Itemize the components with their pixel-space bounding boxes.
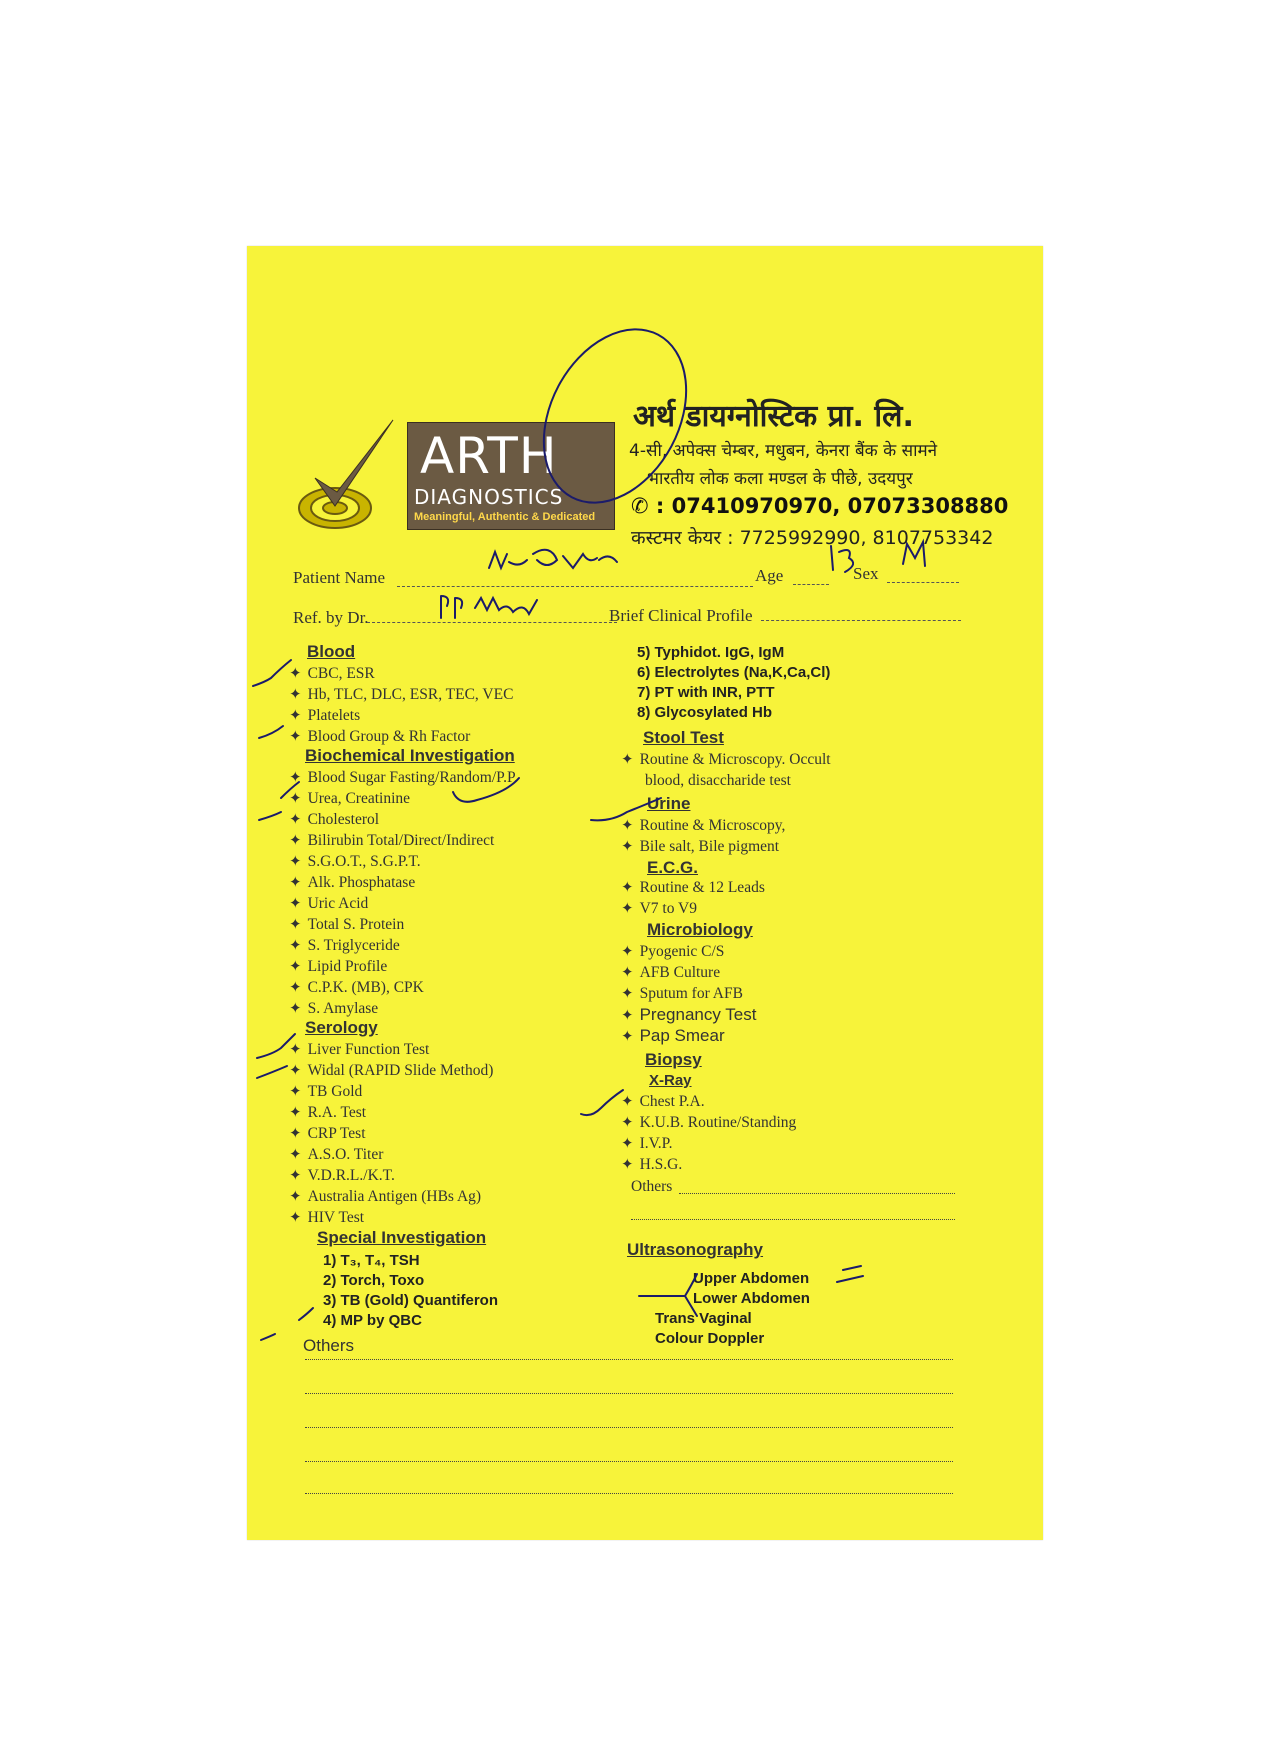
star-bullet-icon: ✦: [289, 666, 302, 682]
list-item: 7) PT with INR, PTT: [637, 684, 775, 701]
ref-doctor-label: Ref. by Dr.: [293, 608, 369, 627]
phone-icon: ✆: [631, 494, 649, 518]
list-item: ✦ Chest P.A.: [621, 1093, 705, 1110]
list-item: ✦ Uric Acid: [289, 895, 369, 912]
list-item: ✦ K.U.B. Routine/Standing: [621, 1114, 797, 1131]
phone-numbers: ✆ : 07410970970, 07073308880: [631, 494, 1009, 518]
star-bullet-icon: ✦: [289, 1168, 302, 1184]
star-bullet-icon: ✦: [289, 812, 302, 828]
star-bullet-icon: ✦: [621, 944, 634, 960]
list-item: ✦ Liver Function Test: [289, 1041, 430, 1058]
special-heading: Special Investigation: [317, 1228, 487, 1247]
list-item: ✦ A.S.O. Titer: [289, 1146, 384, 1163]
star-bullet-icon: ✦: [289, 1210, 302, 1226]
serology-heading: Serology: [305, 1018, 378, 1037]
age-label: Age: [755, 566, 784, 585]
list-item: ✦ Blood Group & Rh Factor: [289, 728, 471, 745]
star-bullet-icon: ✦: [289, 1126, 302, 1142]
list-item: ✦ Pregnancy Test: [621, 1005, 757, 1024]
address-line-1: 4-सी, अपेक्स चेम्बर, मधुबन, केनरा बैंक के सामने: [629, 441, 938, 461]
list-item: ✦ Pyogenic C/S: [621, 943, 725, 960]
star-bullet-icon: ✦: [621, 1028, 634, 1045]
list-item: ✦ S. Amylase: [289, 1000, 379, 1017]
others-label-right: Others: [631, 1178, 673, 1195]
list-item: ✦ Routine & 12 Leads: [621, 879, 765, 896]
sex-label: Sex: [853, 564, 879, 583]
list-item: ✦ C.P.K. (MB), CPK: [289, 979, 424, 996]
biochem-heading: Biochemical Investigation: [305, 746, 515, 765]
company-name-hindi: अर्थ डायग्नोस्टिक प्रा. लि.: [633, 399, 914, 434]
star-bullet-icon: ✦: [621, 1007, 634, 1024]
star-bullet-icon: ✦: [289, 980, 302, 996]
list-item: ✦ V.D.R.L./K.T.: [289, 1167, 395, 1184]
star-bullet-icon: ✦: [621, 986, 634, 1002]
star-bullet-icon: ✦: [621, 752, 634, 768]
microbiology-heading: Microbiology: [647, 920, 753, 939]
ultrasonography-heading: Ultrasonography: [627, 1240, 764, 1259]
list-item: ✦ Widal (RAPID Slide Method): [289, 1062, 494, 1079]
list-item: ✦ H.S.G.: [621, 1156, 683, 1173]
star-bullet-icon: ✦: [289, 875, 302, 891]
list-item: 8) Glycosylated Hb: [637, 704, 773, 721]
star-bullet-icon: ✦: [289, 917, 302, 933]
logo-name: ARTH: [420, 427, 558, 485]
star-bullet-icon: ✦: [621, 1136, 634, 1152]
stool-item-cont: blood, disaccharide test: [645, 772, 791, 789]
star-bullet-icon: ✦: [621, 1115, 634, 1131]
list-item: ✦ Routine & Microscopy,: [621, 817, 786, 834]
patient-name-label: Patient Name: [293, 568, 386, 587]
list-item: ✦ Sputum for AFB: [621, 985, 743, 1002]
star-bullet-icon: ✦: [621, 880, 634, 896]
ecg-heading: E.C.G.: [647, 858, 699, 877]
star-bullet-icon: ✦: [289, 708, 302, 724]
star-bullet-icon: ✦: [289, 1189, 302, 1205]
list-item: ✦ Alk. Phosphatase: [289, 874, 416, 891]
list-item: ✦ Urea, Creatinine: [289, 790, 411, 807]
list-item: ✦ I.V.P.: [621, 1135, 673, 1152]
list-item: 4) MP by QBC: [323, 1312, 422, 1329]
star-bullet-icon: ✦: [621, 818, 634, 834]
star-bullet-icon: ✦: [621, 901, 634, 917]
xray-heading: X-Ray: [649, 1072, 692, 1089]
star-bullet-icon: ✦: [289, 1001, 302, 1017]
stool-item: ✦ Routine & Microscopy. Occult: [621, 751, 831, 768]
star-bullet-icon: ✦: [289, 1084, 302, 1100]
star-bullet-icon: ✦: [289, 1063, 302, 1079]
star-bullet-icon: ✦: [289, 770, 302, 786]
list-item: Lower Abdomen: [693, 1290, 810, 1307]
star-bullet-icon: ✦: [289, 791, 302, 807]
list-item: ✦ Bilirubin Total/Direct/Indirect: [289, 832, 495, 849]
list-item: 2) Torch, Toxo: [323, 1272, 425, 1289]
list-item: 5) Typhidot. IgG, IgM: [637, 644, 785, 661]
stool-heading: Stool Test: [643, 728, 724, 747]
logo-tagline: Meaningful, Authentic & Dedicated: [414, 511, 596, 523]
address-line-2: भारतीय लोक कला मण्डल के पीछे, उदयपुर: [647, 469, 913, 489]
list-item: ✦ Blood Sugar Fasting/Random/P.P.: [289, 769, 518, 786]
list-item: ✦ Lipid Profile: [289, 958, 388, 975]
list-item: 3) TB (Gold) Quantiferon: [323, 1292, 498, 1309]
star-bullet-icon: ✦: [289, 833, 302, 849]
list-item: ✦ R.A. Test: [289, 1104, 367, 1121]
star-bullet-icon: ✦: [289, 1147, 302, 1163]
star-bullet-icon: ✦: [289, 959, 302, 975]
list-item: ✦ S.G.O.T., S.G.P.T.: [289, 853, 421, 870]
star-bullet-icon: ✦: [289, 1105, 302, 1121]
clinical-profile-label: Brief Clinical Profile: [609, 606, 753, 625]
list-item: ✦ CRP Test: [289, 1125, 366, 1142]
biopsy-heading: Biopsy: [645, 1050, 702, 1069]
star-bullet-icon: ✦: [621, 839, 634, 855]
star-bullet-icon: ✦: [289, 854, 302, 870]
list-item: ✦ Hb, TLC, DLC, ESR, TEC, VEC: [289, 686, 514, 703]
star-bullet-icon: ✦: [289, 938, 302, 954]
blood-heading: Blood: [307, 642, 356, 661]
list-item: Colour Doppler: [655, 1330, 765, 1347]
phone-text: 07410970970, 07073308880: [671, 494, 1009, 518]
star-bullet-icon: ✦: [621, 965, 634, 981]
star-bullet-icon: ✦: [621, 1094, 634, 1110]
list-item: Upper Abdomen: [693, 1270, 810, 1287]
list-item: Trans Vaginal: [655, 1310, 752, 1327]
customer-care: कस्टमर केयर : 7725992990, 8107753342: [631, 527, 994, 549]
handwriting-marks: [247, 246, 1043, 1540]
star-bullet-icon: ✦: [289, 687, 302, 703]
list-item: ✦ V7 to V9: [621, 900, 697, 917]
list-item: 6) Electrolytes (Na,K,Ca,Cl): [637, 664, 831, 681]
star-bullet-icon: ✦: [289, 729, 302, 745]
star-bullet-icon: ✦: [289, 896, 302, 912]
urine-heading: Urine: [647, 794, 691, 813]
list-item: ✦ Cholesterol: [289, 811, 380, 828]
logo-subtitle: DIAGNOSTICS: [414, 485, 564, 509]
list-item: ✦ Total S. Protein: [289, 916, 405, 933]
others-label-left: Others: [303, 1336, 355, 1355]
list-item: ✦ AFB Culture: [621, 964, 721, 981]
list-item: ✦ CBC, ESR: [289, 665, 375, 682]
list-item: ✦ Platelets: [289, 707, 361, 724]
star-bullet-icon: ✦: [289, 1042, 302, 1058]
list-item: ✦ Australia Antigen (HBs Ag): [289, 1188, 482, 1205]
list-item: ✦ HIV Test: [289, 1209, 365, 1226]
list-item: ✦ TB Gold: [289, 1083, 363, 1100]
list-item: ✦ S. Triglyceride: [289, 937, 400, 954]
star-bullet-icon: ✦: [621, 1157, 634, 1173]
list-item: ✦ Pap Smear: [621, 1026, 725, 1045]
requisition-form: [247, 246, 1043, 1540]
list-item: 1) T₃, T₄, TSH: [323, 1252, 420, 1269]
list-item: ✦ Bile salt, Bile pigment: [621, 838, 780, 855]
